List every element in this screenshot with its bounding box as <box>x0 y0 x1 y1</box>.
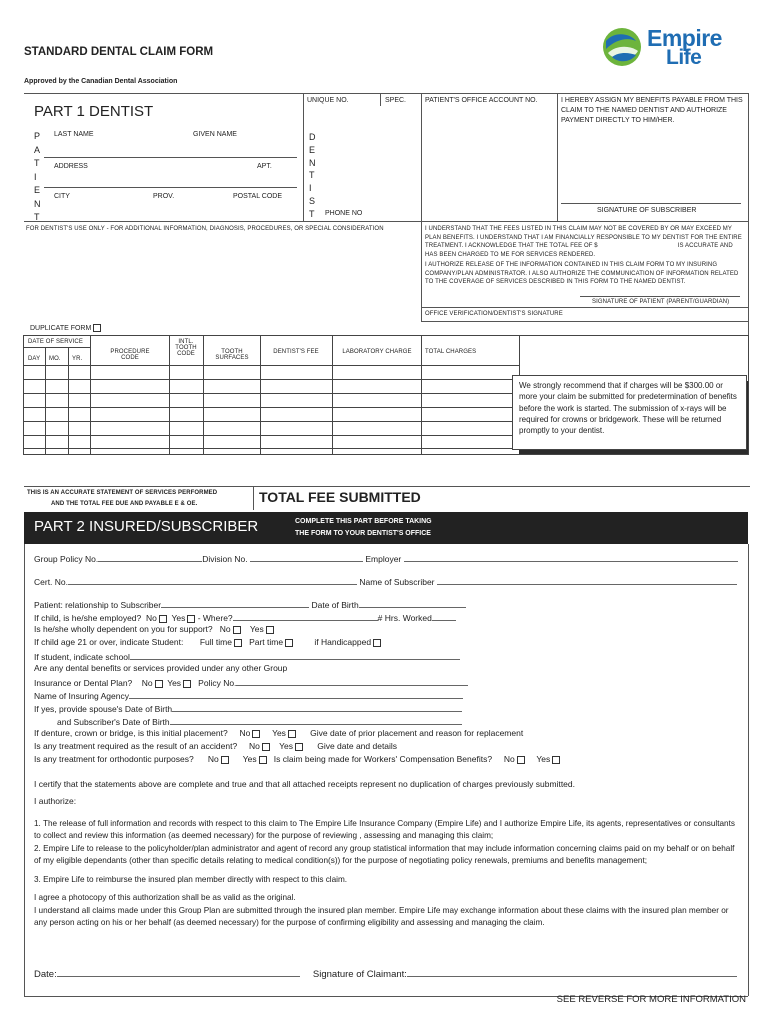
duplicate-form-checkbox[interactable] <box>93 324 101 332</box>
given-name-label: GIVEN NAME <box>193 131 237 138</box>
dentist-additional-info-field[interactable] <box>24 234 418 314</box>
date-input[interactable] <box>57 967 300 977</box>
certify-text: I certify that the statements above are complete and true and that all attached receipts represent no duplication of charges previously submitted. <box>34 779 576 789</box>
date-of-birth-label: Date of Birth <box>311 600 359 610</box>
address-label: ADDRESS <box>54 163 88 170</box>
name-of-subscriber-input[interactable] <box>437 575 737 585</box>
relationship-input[interactable] <box>161 598 309 608</box>
form-title: STANDARD DENTAL CLAIM FORM <box>24 46 214 58</box>
age21-label: If child age 21 or over, indicate Student: <box>34 637 184 647</box>
prior-placement-label: Give date of prior placement and reason for replacement <box>310 728 524 738</box>
division-label: Division No. <box>202 554 248 564</box>
approved-text: Approved by the Canadian Dental Association <box>24 78 178 85</box>
accident-no-checkbox[interactable] <box>262 743 270 751</box>
policy-no-input[interactable] <box>236 676 468 686</box>
patient-signature-line[interactable] <box>580 296 740 297</box>
spouse-dob-label: If yes, provide spouse's Date of Birth <box>34 704 173 714</box>
prov-label: PROV. <box>153 193 175 200</box>
other-benefits-label: Are any dental benefits or services provided under any other Group <box>34 663 288 673</box>
subscriber-signature-label: SIGNATURE OF SUBSCRIBER <box>597 207 697 214</box>
orthodontic-label: Is any treatment for orthodontic purposes? <box>34 754 194 764</box>
address-line[interactable] <box>44 187 297 188</box>
accurate-statement-line1: THIS IS AN ACCURATE STATEMENT OF SERVICES PERFORMED <box>27 490 218 496</box>
hrs-worked-input[interactable] <box>432 611 456 621</box>
i-authorize-label: I authorize: <box>34 796 77 806</box>
logo-text-empire: Empire <box>647 25 722 51</box>
laboratory-charge-header: LABORATORY CHARGE <box>342 349 412 355</box>
date-of-service-header: DATE OF SERVICE <box>28 339 83 345</box>
employer-input[interactable] <box>404 552 738 562</box>
group-policy-label: Group Policy No. <box>34 554 99 564</box>
photocopy-text: I agree a photocopy of this authorization shall be as valid as the original. <box>34 893 296 902</box>
authorization-3: 3. Empire Life to reimburse the insured plan member directly with respect to this claim. <box>34 875 348 884</box>
dependent-label: Is he/she wholly dependent on you for support? <box>34 624 213 634</box>
orthodontic-no-checkbox[interactable] <box>221 756 229 764</box>
assign-benefits-text: I HEREBY ASSIGN MY BENEFITS PAYABLE FROM THIS CLAIM TO THE NAMED DENTIST AND AUTHORIZE PAYMENT DIRECTLY TO HIM/HER. <box>561 97 743 124</box>
hrs-worked-label: # Hrs. Worked <box>377 613 432 623</box>
subscriber-signature-line[interactable] <box>561 203 741 204</box>
part1-title: PART 1 DENTIST <box>34 103 154 120</box>
where-input[interactable] <box>233 611 378 621</box>
signature-claimant-label: Signature of Claimant: <box>312 969 407 980</box>
denture-yes-checkbox[interactable] <box>288 730 296 738</box>
handicapped-checkbox[interactable] <box>373 639 381 647</box>
group-policy-input[interactable] <box>98 552 202 562</box>
month-header: MO. <box>49 356 61 362</box>
insurance-plan-label: Insurance or Dental Plan? <box>34 678 133 688</box>
accident-yes-checkbox[interactable] <box>295 743 303 751</box>
child-employed-label: If child, is he/she employed? <box>34 613 142 623</box>
spouse-dob-input[interactable] <box>172 702 462 712</box>
authorize-release-text: I AUTHORIZE RELEASE OF THE INFORMATION CONTAINED IN THIS CLAIM FORM TO MY INSURING COMPANY/PLAN ADMINISTRATOR. I ALSO AUTHORIZE THE COMMUNICATION OF INFORMATION RELATED TO THE COVERAGE OF SERVICES DESCRIBED IN THIS FORM TO THE NAMED DENTIST. <box>425 262 739 286</box>
division-input[interactable] <box>250 552 363 562</box>
employer-label: Employer <box>365 554 402 564</box>
part2-banner <box>24 512 748 544</box>
tooth-surfaces-header: TOOTH SURFACES <box>215 349 249 361</box>
patient-signature-label: SIGNATURE OF PATIENT (PARENT/GUARDIAN) <box>592 299 730 305</box>
denture-label: If denture, crown or bridge, is this initial placement? <box>34 728 228 738</box>
total-charges-header: TOTAL CHARGES <box>425 349 477 355</box>
duplicate-form-label: DUPLICATE FORM <box>30 324 101 332</box>
patient-vertical-label: P A T I E N T <box>34 131 41 222</box>
logo-mark-icon <box>602 27 642 67</box>
insuring-agency-input[interactable] <box>129 689 463 699</box>
subscriber-dob-input[interactable] <box>170 715 462 725</box>
total-fee-submitted-label: TOTAL FEE SUBMITTED <box>259 489 421 505</box>
authorization-2: 2. Empire Life to release to the policyholder/plan administrator and agent of record any group statistical information that may include information concerning claims paid on my behalf or on behalf of my eligible dependants (other than specific details relating to medical condition(s)) for the purpose of negotiating policy renewals, premiums and benefits management; <box>34 844 735 865</box>
orthodontic-yes-checkbox[interactable] <box>259 756 267 764</box>
service-table <box>23 335 749 455</box>
dentists-fee-header: DENTIST'S FEE <box>273 349 319 355</box>
child-employed-yes-checkbox[interactable] <box>187 615 195 623</box>
date-of-birth-input[interactable] <box>359 598 466 608</box>
understand-claims-text: I understand all claims made under this Group Plan are submitted through the insured plan member. Empire Life may exchange information about these claims with the insured plan member or any person acting on his or her behalf (as deemed necessary) for the purpose of confirming eligibility and assessing and managing the claim. <box>34 906 729 927</box>
office-account-label: PATIENT'S OFFICE ACCOUNT NO. <box>425 97 538 104</box>
office-verification-label: OFFICE VERIFICATION/DENTIST'S SIGNATURE <box>425 311 563 317</box>
dependent-yes-checkbox[interactable] <box>266 626 274 634</box>
understand-fees-text: I UNDERSTAND THAT THE FEES LISTED IN THIS CLAIM MAY NOT BE COVERED BY OR MAY EXCEED MY PLAN BENEFITS. I UNDERSTAND THAT I AM FINANCIALLY RESPONSIBLE TO MY DENTIST FOR THE ENTIRE TREATMENT. I ACKNOWLEDGE THAT THE TOTAL FEE OF $ IS ACCURATE AND HAS BEEN CHARGED TO ME FOR SERVICES RENDERED. <box>425 226 742 258</box>
apt-label: APT. <box>257 163 272 170</box>
cert-no-label: Cert. No. <box>34 577 69 587</box>
part-time-checkbox[interactable] <box>285 639 293 647</box>
last-name-label: LAST NAME <box>54 131 94 138</box>
workers-comp-no-checkbox[interactable] <box>517 756 525 764</box>
accident-label: Is any treatment required as the result of an accident? <box>34 741 238 751</box>
complete-part-line1: COMPLETE THIS PART BEFORE TAKING <box>295 518 432 525</box>
empire-life-logo <box>602 27 742 67</box>
dependent-no-checkbox[interactable] <box>233 626 241 634</box>
signature-claimant-input[interactable] <box>407 967 737 977</box>
year-header: YR. <box>72 356 83 362</box>
procedure-code-header: PROCEDURE CODE <box>110 349 150 361</box>
workers-comp-label: Is claim being made for Workers' Compensation Benefits? <box>273 754 493 764</box>
name-line[interactable] <box>44 157 297 158</box>
subscriber-dob-label: and Subscriber's Date of Birth <box>57 717 170 727</box>
city-label: CITY <box>54 193 70 200</box>
child-employed-no-checkbox[interactable] <box>159 615 167 623</box>
part2-title: PART 2 INSURED/SUBSCRIBER <box>34 518 259 535</box>
student-school-label: If student, indicate school <box>34 652 130 662</box>
dentist-vertical-label: D E N T I S T <box>309 132 316 219</box>
see-reverse-text: SEE REVERSE FOR MORE INFORMATION <box>556 994 746 1005</box>
date-details-label: Give date and details <box>317 741 398 751</box>
student-school-input[interactable] <box>130 650 460 660</box>
phone-no-label: PHONE NO <box>325 210 363 217</box>
full-time-checkbox[interactable] <box>234 639 242 647</box>
accurate-statement-line2: AND THE TOTAL FEE DUE AND PAYABLE E & OE. <box>51 501 198 507</box>
day-header: DAY <box>28 356 41 362</box>
other-plan-yes-checkbox[interactable] <box>183 680 191 688</box>
other-plan-no-checkbox[interactable] <box>155 680 163 688</box>
authorization-1: 1. The release of full information and records with respect to this claim to The Empire Life Insurance Company (Empire Life) and I authorize Empire Life, its agents, representatives or consultants to collect and review this information (as deemed necessary) for the purpose of reviewing , assessing and managing this claim; <box>34 819 735 840</box>
unique-no-label: UNIQUE NO. <box>307 97 349 104</box>
workers-comp-yes-checkbox[interactable] <box>552 756 560 764</box>
recommend-text: We strongly recommend that if charges will be $300.00 or more your claim be submitted for predetermination of benefits before the work is started. The submission of x-rays will be required for crowns or bridgework. These will be returned promptly to your dentist. <box>519 381 737 436</box>
complete-part-line2: THE FORM TO YOUR DENTIST'S OFFICE <box>295 530 431 537</box>
dentist-use-label: FOR DENTIST'S USE ONLY - FOR ADDITIONAL INFORMATION, DIAGNOSIS, PROCEDURES, OR SPECIAL CONSIDERATION <box>26 226 384 232</box>
relationship-label: Patient: relationship to Subscriber <box>34 600 162 610</box>
postal-code-label: POSTAL CODE <box>233 193 283 200</box>
cert-no-input[interactable] <box>68 575 357 585</box>
denture-no-checkbox[interactable] <box>252 730 260 738</box>
name-of-subscriber-label: Name of Subscriber <box>359 577 435 587</box>
logo-text-life: Life <box>666 46 702 69</box>
insuring-agency-label: Name of Insuring Agency <box>34 691 129 701</box>
intl-tooth-code-header: INTL. TOOTH CODE <box>175 339 197 357</box>
spec-label: SPEC. <box>385 97 407 104</box>
date-label: Date: <box>34 969 57 980</box>
